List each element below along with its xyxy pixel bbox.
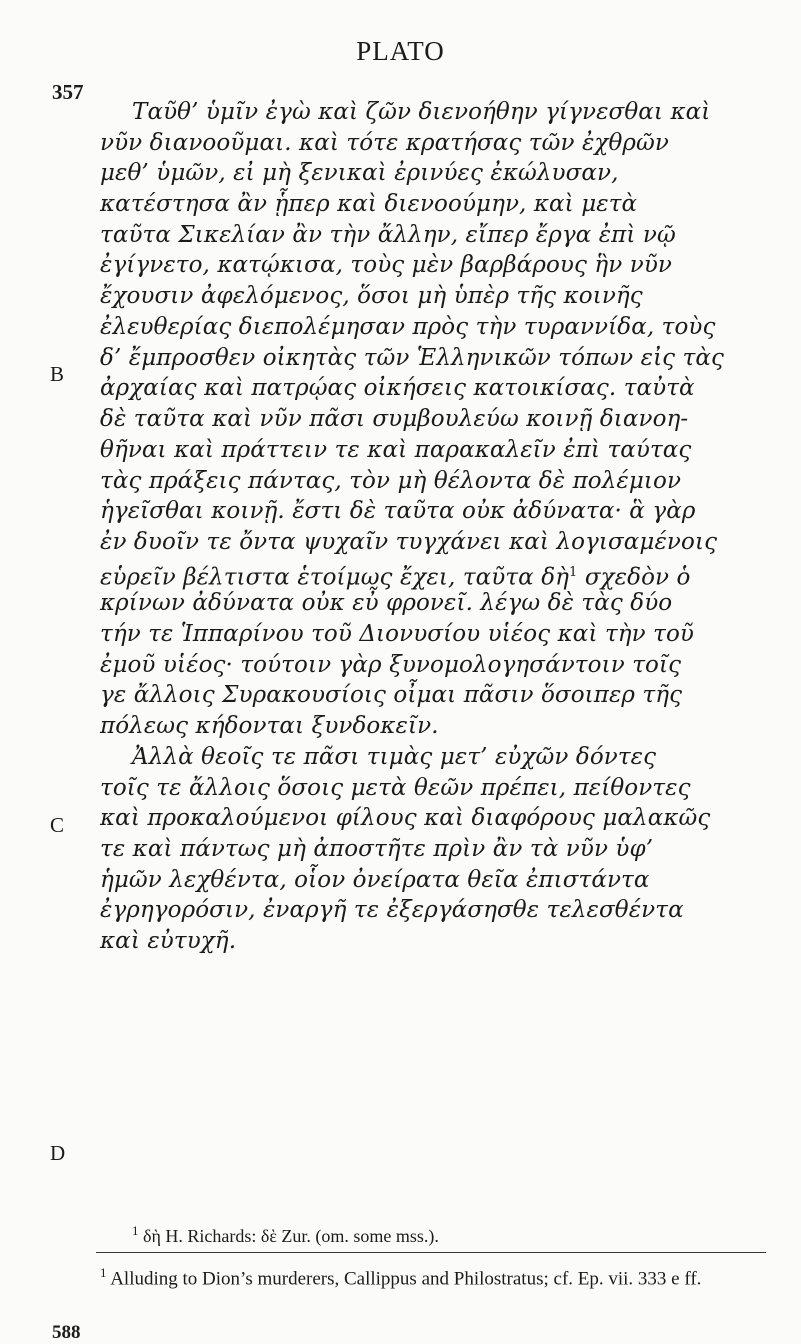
footnote — [100, 1260, 770, 1292]
text-line-16-head: εὑρεῖν βέλτιστα ἑτοίμως ἔχει, ταῦτα δὴ — [100, 564, 570, 591]
footnote-note-marker: 1 — [100, 1265, 107, 1280]
text-line-12: θῆναι καὶ πράττειν τε καὶ παρακαλεῖν ἐπὶ ταύτας — [100, 437, 692, 463]
text-line-9: δ’ ἔμπροσθεν οἰκητὰς τῶν Ἑλληνικῶν τόπων εἰς τὰς — [100, 345, 725, 371]
text-line-20: γε ἄλλοις Συρακουσίοις οἶμαι πᾶσιν ὅσοιπερ τῆς — [100, 682, 683, 708]
text-line-4: κατέστησα ἂν ᾗπερ καὶ διενοούμην, καὶ μετὰ — [100, 191, 638, 217]
margin-section-c: C — [50, 813, 65, 837]
text-line-18: τήν τε Ἱππαρίνου τοῦ Διονυσίου υἱέος καὶ τὴν τοῦ — [100, 621, 695, 647]
textual-note-text: δὴ H. Richards: δὲ Zur. (om. some mss.). — [143, 1226, 439, 1246]
text-line-10: ἀρχαίας καὶ πατρῴας οἰκήσεις κατοικίσας. ταὐτὰ — [100, 375, 695, 401]
text-line-7: ἔχουσιν ἀφελόμενος, ὅσοι μὴ ὑπὲρ τῆς κοινῆς — [100, 283, 643, 309]
text-line-2: νῦν διανοοῦμαι. καὶ τότε κρατήσας τῶν ἐχθρῶν — [100, 130, 669, 156]
text-line-8: ἐλευθερίας διεπολέμησαν πρὸς τὴν τυραννίδα, τοὺς — [100, 314, 716, 340]
text-line-26: ἡμῶν λεχθέντα, οἷον ὀνείρατα θεῖα ἐπιστάντα — [100, 867, 650, 893]
running-header: PLATO — [356, 36, 445, 66]
margin-section-d: D — [50, 1141, 66, 1165]
text-line-3: μεθ’ ὑμῶν, εἰ μὴ ξενικαὶ ἐρινύες ἐκώλυσαν, — [100, 160, 619, 186]
text-line-19: ἐμοῦ υἱέος· τούτοιν γὰρ ξυνομολογησάντοιν τοῖς — [100, 652, 682, 678]
text-line-23: τοῖς τε ἄλλοις ὅσοις μετὰ θεῶν πρέπει, πείθοντες — [100, 775, 691, 801]
text-line-16-tail: σχεδὸν ὁ — [584, 564, 691, 591]
margin-section-b: B — [50, 362, 65, 386]
text-line-5: ταῦτα Σικελίαν ἂν τὴν ἄλλην, εἴπερ ἔργα ἐπὶ νῷ — [100, 222, 676, 248]
text-line-17: κρίνων ἀδύνατα οὐκ εὖ φρονεῖ. λέγω δὲ τὰς δύο — [100, 590, 673, 616]
footnote-rule — [96, 1252, 766, 1253]
text-line-21: πόλεως κήδονται ξυνδοκεῖν. — [100, 713, 439, 739]
text-line-11: δὲ ταῦτα καὶ νῦν πᾶσι συμβουλεύω κοινῇ διανοη- — [100, 406, 689, 432]
text-line-24: καὶ προκαλούμενοι φίλους καὶ διαφόρους μαλακῶς — [100, 805, 711, 831]
footnote-marker: 1 — [569, 565, 578, 580]
text-line-22: Ἀλλὰ θεοῖς τε πᾶσι τιμὰς μετ’ εὐχῶν δόντες — [132, 744, 657, 770]
text-line-1: Ταῦθ’ ὑμῖν ἐγὼ καὶ ζῶν διενοήθην γίγνεσθαι καὶ — [132, 99, 711, 125]
text-line-27: ἐγρηγορόσιν, ἐναργῆ τε ἐξεργάσησθε τελεσθέντα — [100, 897, 684, 923]
textual-note-marker: 1 — [132, 1223, 139, 1238]
text-line-6: ἐγίγνετο, κατῴκισα, τοὺς μὲν βαρβάρους ἣν νῦν — [100, 252, 672, 278]
footnote-text: Alluding to Dion’s murderers, Callippus and Philostratus; cf. Ep. vii. 333 e ff. — [110, 1268, 702, 1290]
textual-note — [132, 1223, 439, 1247]
text-line-13: τὰς πράξεις πάντας, τὸν μὴ θέλοντα δὲ πολέμιον — [100, 468, 682, 494]
text-line-14: ἡγεῖσθαι κοινῇ. ἔστι δὲ ταῦτα οὐκ ἀδύνατα· ἃ γὰρ — [100, 498, 696, 524]
stephanus-page-number: 357 — [52, 80, 84, 104]
page-number: 588 — [52, 1322, 81, 1343]
text-line-15: ἐν δυοῖν τε ὄντα ψυχαῖν τυγχάνει καὶ λογισαμένοις — [100, 529, 718, 555]
text-line-25: τε καὶ πάντως μὴ ἀποστῆτε πρὶν ἂν τὰ νῦν ὑφ’ — [100, 836, 654, 862]
text-line-28: καὶ εὐτυχῆ. — [100, 928, 237, 954]
